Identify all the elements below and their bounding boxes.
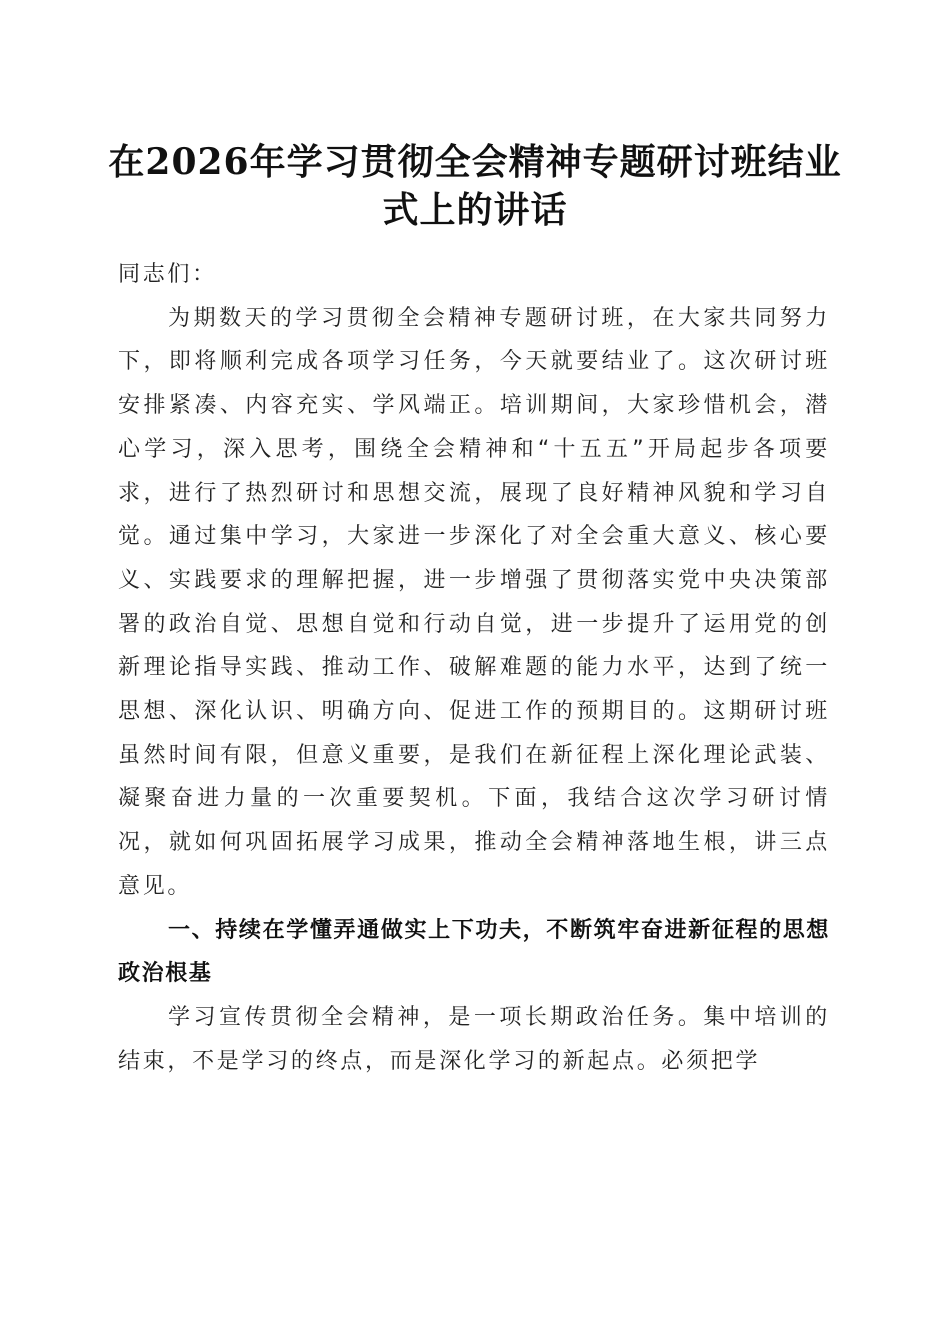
title-line-2: 式上的讲话 [382, 189, 568, 231]
paragraph-section-1: 学习宣传贯彻全会精神，是一项长期政治任务。集中培训的结束，不是学习的终点，而是深化学习的新起点。必须把学 [118, 1004, 830, 1074]
document-title [100, 138, 850, 234]
title-line-1: 在2026年学习贯彻全会精神专题研讨班结业 [108, 141, 842, 183]
section-heading-1: 一、持续在学懂弄通做实上下功夫，不断筑牢奋进新征程的思想政治根基 [118, 917, 830, 987]
salutation: 同志们： [118, 262, 217, 287]
document-body [118, 253, 830, 1083]
paragraph-intro: 为期数天的学习贯彻全会精神专题研讨班，在大家共同努力下，即将顺利完成各项学习任务，今天就要结业了。这次研讨班安排紧凑、内容充实、学风端正。培训期间，大家珍惜机会，潜心学习，深入思考，围绕全会精神和“十五五”开局起步各项要求，进行了热烈研讨和思想交流，展现了良好精神风貌和学习自觉。通过集中学习，大家进一步深化了对全会重大意义、核心要义、实践要求的理解把握，进一步增强了贯彻落实党中央决策部署的政治自觉、思想自觉和行动自觉，进一步提升了运用党的创新理论指导实践、推动工作、破解难题的能力水平，达到了统一思想、深化认识、明确方向、促进工作的预期目的。这期研讨班虽然时间有限，但意义重要，是我们在新征程上深化理论武装、凝聚奋进力量的一次重要契机。下面，我结合这次学习研讨情况，就如何巩固拓展学习成果，推动全会精神落地生根，讲三点意见。 [118, 305, 830, 899]
